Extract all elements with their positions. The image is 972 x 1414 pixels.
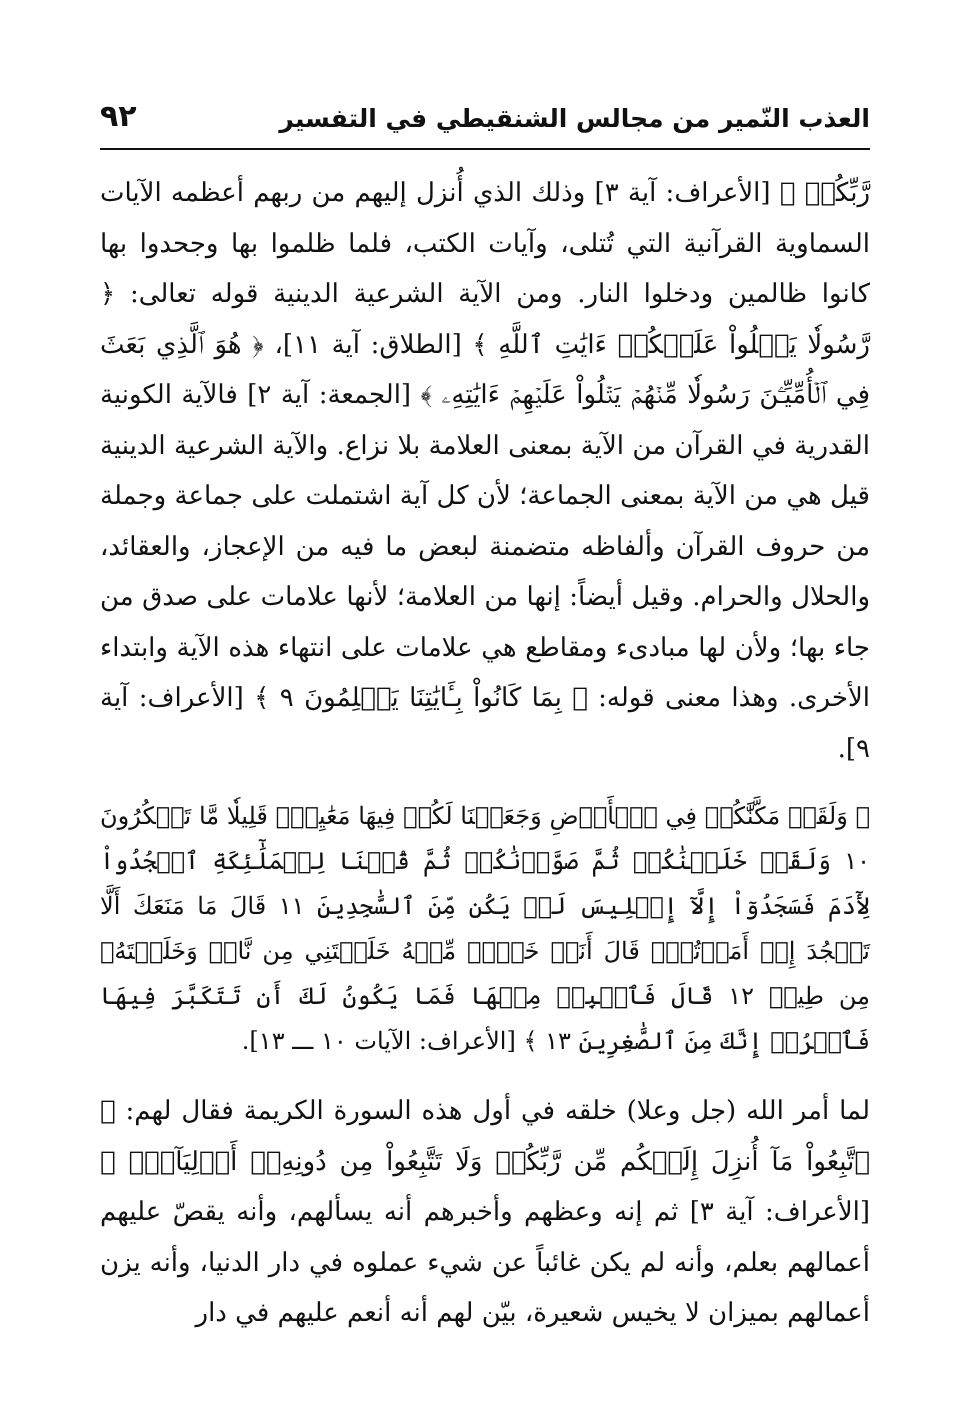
page-body (100, 168, 870, 1339)
quran-verses-block: ﴿ وَلَقَدۡ مَكَّنَّٰكُمۡ فِي ٱلۡأَرۡضِ وَجَعَلۡنَا لَكُمۡ فِيهَا مَعَٰيِشَۗ قَلِيلٗا مَّا تَشۡكُرُونَ ١٠ وَلَقَدۡ خَلَقۡنَٰكُمۡ ثُمَّ صَوَّرۡنَٰكُمۡ ثُمَّ قُلۡنَا لِلۡمَلَٰٓئِكَةِ ٱسۡجُدُواْ لِأٓدَمَ فَسَجَدُوٓاْ إِلَّآ إِبۡلِيسَ لَمۡ يَكُن مِّنَ ٱلسَّٰجِدِينَ ١١ قَالَ مَا مَنَعَكَ أَلَّا تَسۡجُدَ إِذۡ أَمَرۡتُكَۖ قَالَ أَنَا۠ خَيۡرٞ مِّنۡهُ خَلَقۡتَنِي مِن نَّارٖ وَخَلَقۡتَهُۥ مِن طِينٖ ١٢ قَالَ فَٱهۡبِطۡ مِنۡهَا فَمَا يَكُونُ لَكَ أَن تَتَكَبَّرَ فِيهَا فَٱخۡرُجۡ إِنَّكَ مِنَ ٱلصَّٰغِرِينَ ١٣ ﴾ [الأعراف: الآيات ١٠ ـــ ١٣]. (100, 802, 871, 1055)
commentary-paragraph-continued: لما أمر الله (جل وعلا) خلقه في أول هذه السورة الكريمة فقال لهم: ﴿ ٱتَّبِعُواْ مَآ أُنزِلَ إِلَيۡكُم مِّن رَّبِّكُمۡ وَلَا تَتَّبِعُواْ مِن دُونِهِۦٓ أَوۡلِيَآءَۗ ﴾ [الأعراف: آية ٣] ثم إنه وعظهم وأخبرهم أنه يسألهم، وأنه يقصّ عليهم أعمالهم بعلم، وأنه لم يكن غائباً عن شيء عملوه في دار الدنيا، وأنه يزن أعمالهم بميزان لا يخيس شعيرة، بيّن لهم أنه أنعم عليهم في دار (100, 1096, 871, 1328)
page-number: ٩٢ (100, 99, 137, 134)
commentary-paragraph: رَّبِّكُمۡ ﴾ [الأعراف: آية ٣] وذلك الذي أُنزل إليهم من ربهم أعظمه الآيات السماوية القرآنية التي تُتلى، وآيات الكتب، فلما ظلموا بها وجحدوا بها كانوا ظالمين ودخلوا النار. ومن الآية الشرعية الدينية قوله تعالى: ﴿ رَّسُولٗا يَتۡلُواْ عَلَيۡكُمۡ ءَايَٰتِ ٱللَّهِ ﴾ [الطلاق: آية ١١]، ﴿ هُوَ ٱلَّذِي بَعَثَ فِي ٱلۡأُمِّيِّـۧنَ رَسُولٗا مِّنۡهُمۡ يَتۡلُواْ عَلَيۡهِمۡ ءَايَٰتِهِۦ ﴾ [الجمعة: آية ٢] فالآية الكونية القدرية في القرآن من الآية بمعنى العلامة بلا نزاع. والآية الشرعية الدينية قيل هي من الآية بمعنى الجماعة؛ لأن كل آية اشتملت على جماعة وجملة من حروف القرآن وألفاظه متضمنة لبعض ما فيه من الإعجاز، والعقائد، والحلال والحرام. وقيل أيضاً: إنها من العلامة؛ لأنها علامات على صدق من جاء بها؛ ولأن لها مبادىء ومقاطع هي علامات على انتهاء هذه الآية وابتداء الأخرى. وهذا معنى قوله: ﴿ بِمَا كَانُواْ بِـَٔايَٰتِنَا يَظۡلِمُونَ ٩ ﴾ [الأعراف: آية ٩]. (100, 178, 870, 764)
header-rule (100, 148, 870, 150)
running-title: العذب النّمير من مجالس الشنقيطي في التفسير (279, 104, 870, 133)
running-header (100, 95, 870, 145)
